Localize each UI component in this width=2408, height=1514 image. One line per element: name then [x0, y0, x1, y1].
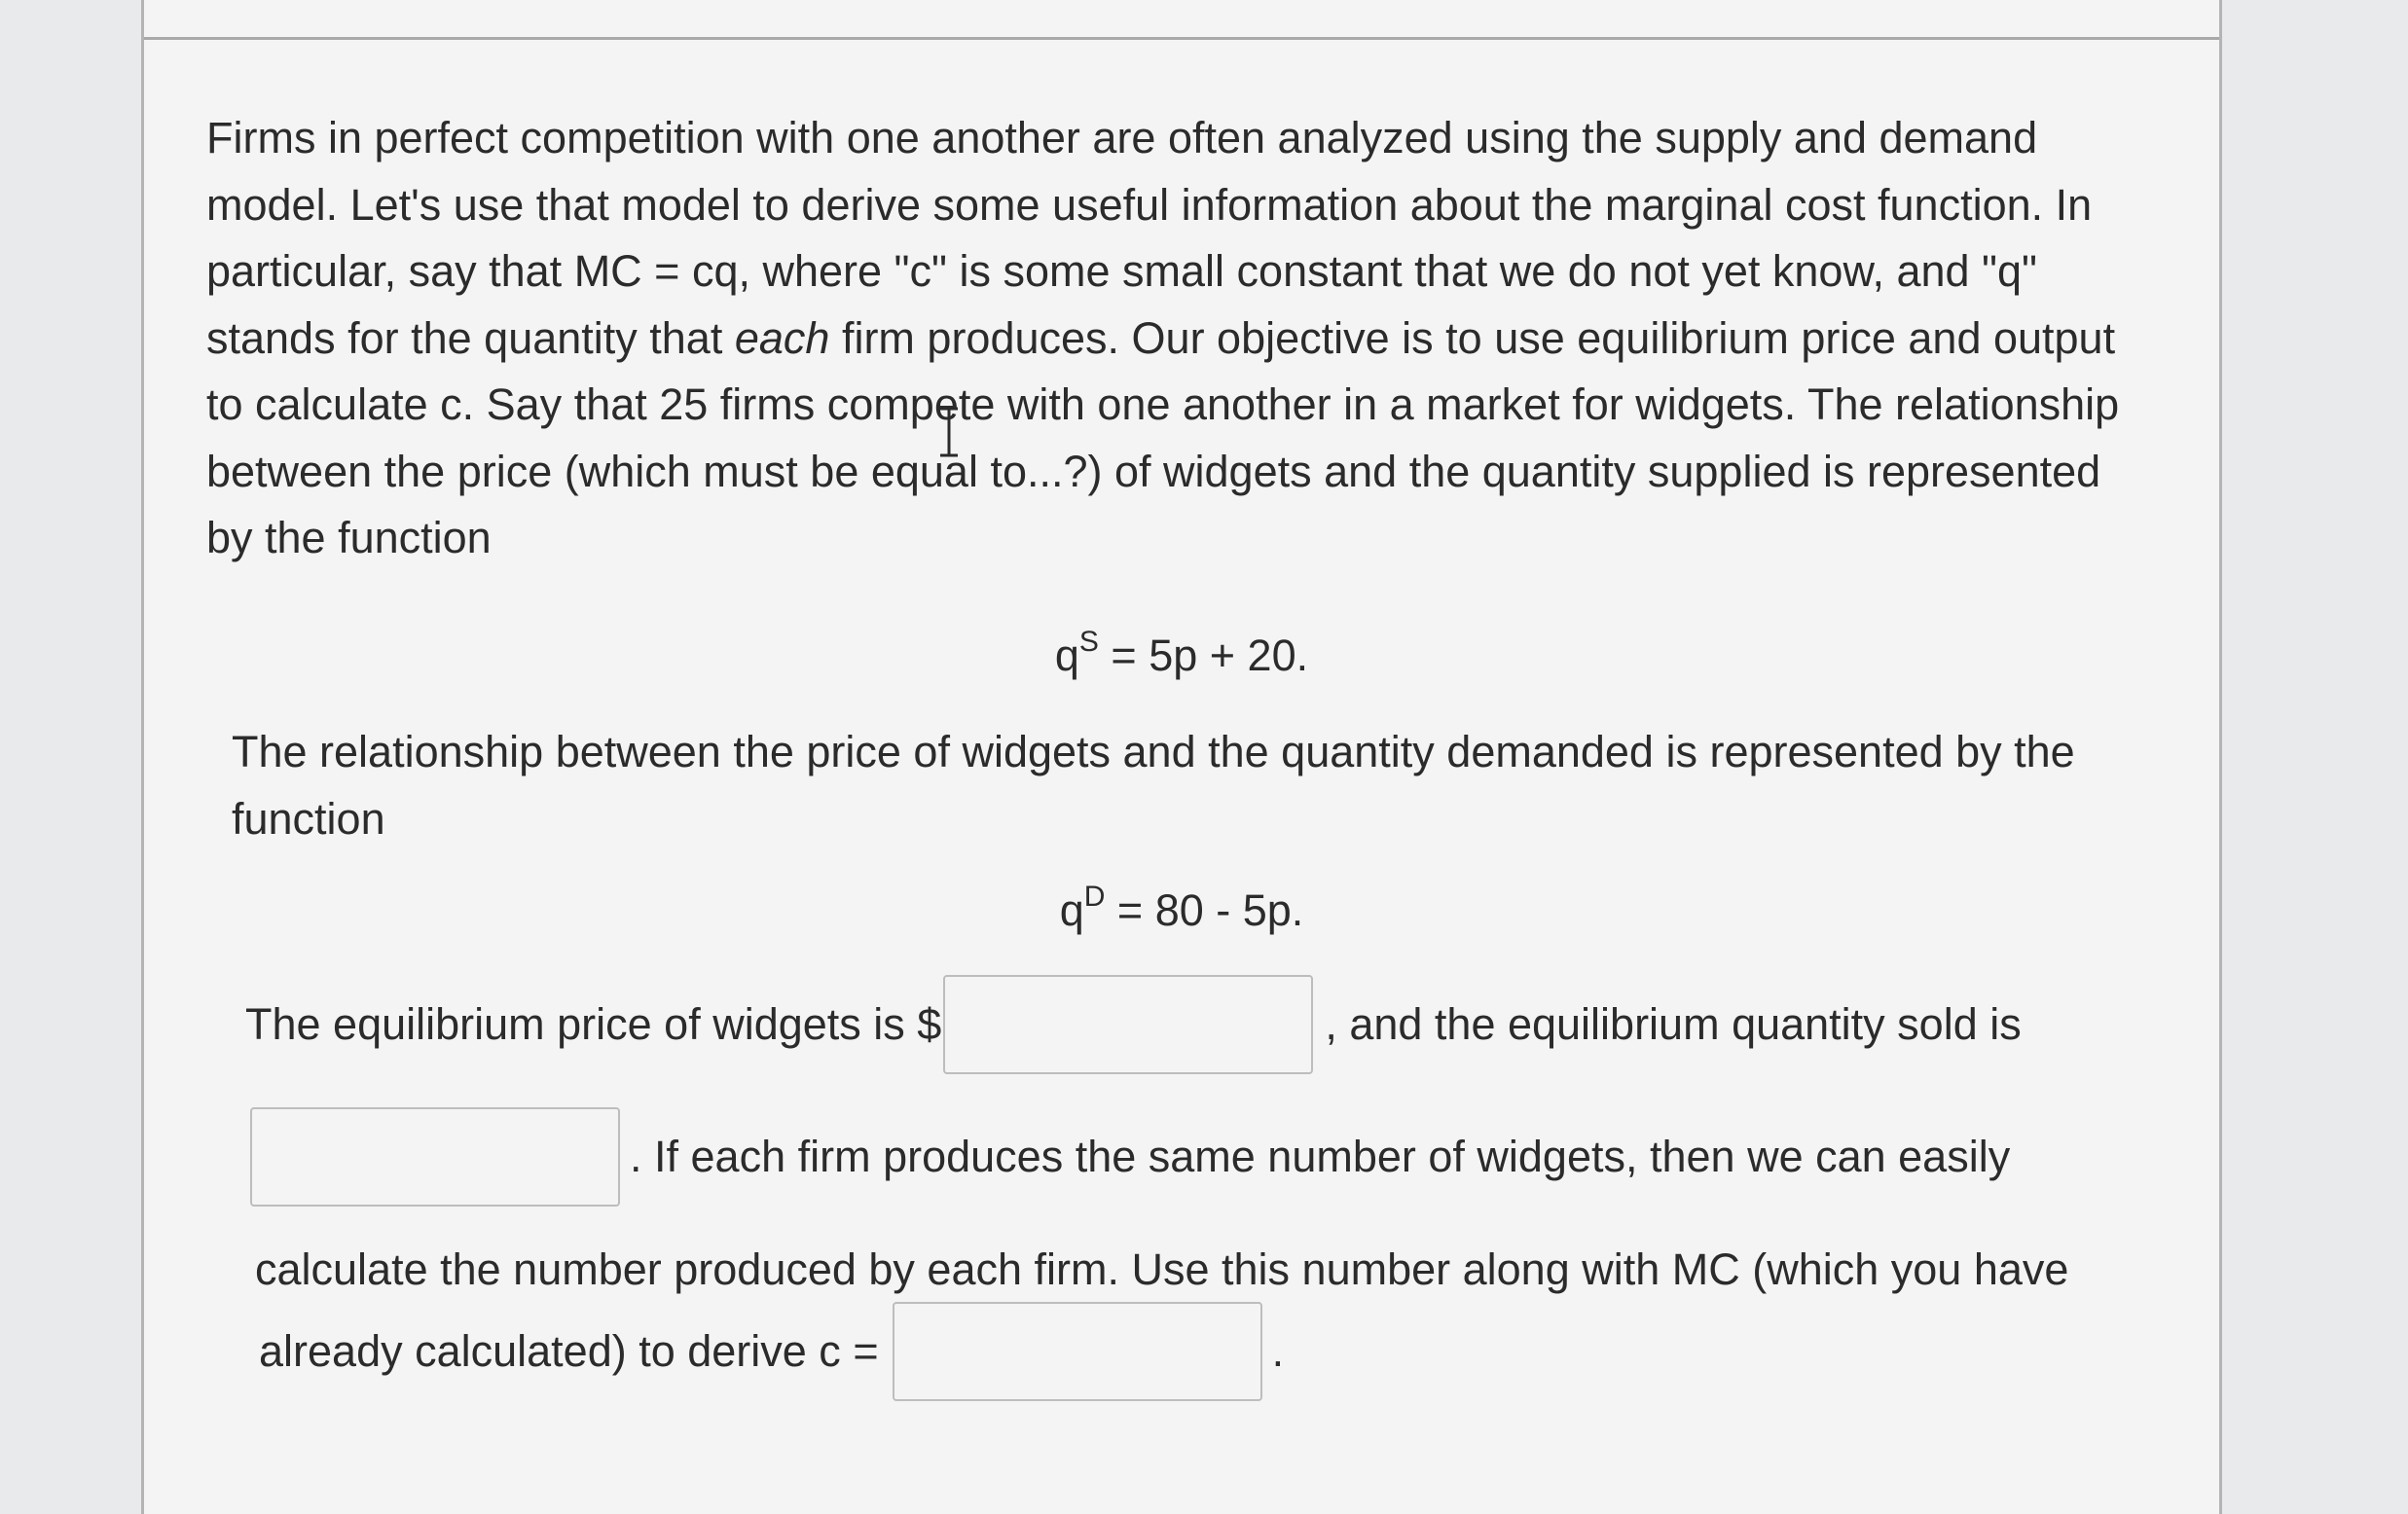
quantity-prompt: , and the equilibrium quantity sold is	[1325, 999, 2022, 1049]
price-answer-box[interactable]	[943, 975, 1313, 1074]
demand-formula-rest: = 80 - 5p.	[1105, 885, 1304, 935]
top-divider	[144, 37, 2219, 40]
calc-line: calculate the number produced by each firm. Use this number along with MC (which you have	[255, 1244, 2069, 1294]
quantity-input[interactable]	[252, 1109, 618, 1205]
demand-formula-superscript: D	[1083, 881, 1106, 913]
price-input[interactable]	[945, 977, 1311, 1072]
intro-text-part1: Firms in perfect competition with one another are often analyzed using the supply and demand model. Let's use that model to derive some useful information about the marginal cost function. In particular, say that MC = cq, where "c" is some small constant that we do not yet know, and "q" stands for the quantity that	[206, 113, 2093, 363]
price-prompt: The equilibrium price of widgets is $	[245, 999, 942, 1049]
c-input[interactable]	[894, 1304, 1260, 1399]
supply-formula-base: q	[1054, 631, 1079, 680]
demand-formula-base: q	[1059, 885, 1084, 935]
price-answer-line	[245, 975, 2022, 1074]
after-quantity-text: . If each firm produces the same number of widgets, then we can easily	[630, 1132, 2011, 1181]
question-content	[206, 105, 2153, 572]
quantity-answer-line	[250, 1107, 2010, 1207]
supply-formula	[144, 623, 2219, 689]
supply-formula-rest: = 5p + 20.	[1098, 631, 1309, 680]
demand-formula	[144, 878, 2219, 944]
quantity-answer-box[interactable]	[250, 1107, 620, 1207]
text-cursor-icon	[938, 407, 960, 457]
demand-intro: The relationship between the price of widgets and the quantity demanded is represented by the function	[232, 727, 2075, 844]
derive-answer-line	[259, 1302, 1284, 1401]
supply-formula-superscript: S	[1078, 626, 1099, 658]
question-card	[141, 0, 2222, 1514]
c-answer-box[interactable]	[893, 1302, 1262, 1401]
question-intro	[206, 105, 2153, 572]
final-period: .	[1271, 1326, 1285, 1376]
derive-prompt: already calculated) to derive c =	[259, 1326, 879, 1376]
intro-emphasis: each	[734, 312, 830, 363]
intro-text-part2: firm produces. Our objective is to use equilibrium price and output to calculate c. Say that 25 firms compete with one another in a market for widgets. The relationship between the price (which must be equal to...?) of widgets and the quantity supplied is represented by the function	[206, 312, 2120, 562]
